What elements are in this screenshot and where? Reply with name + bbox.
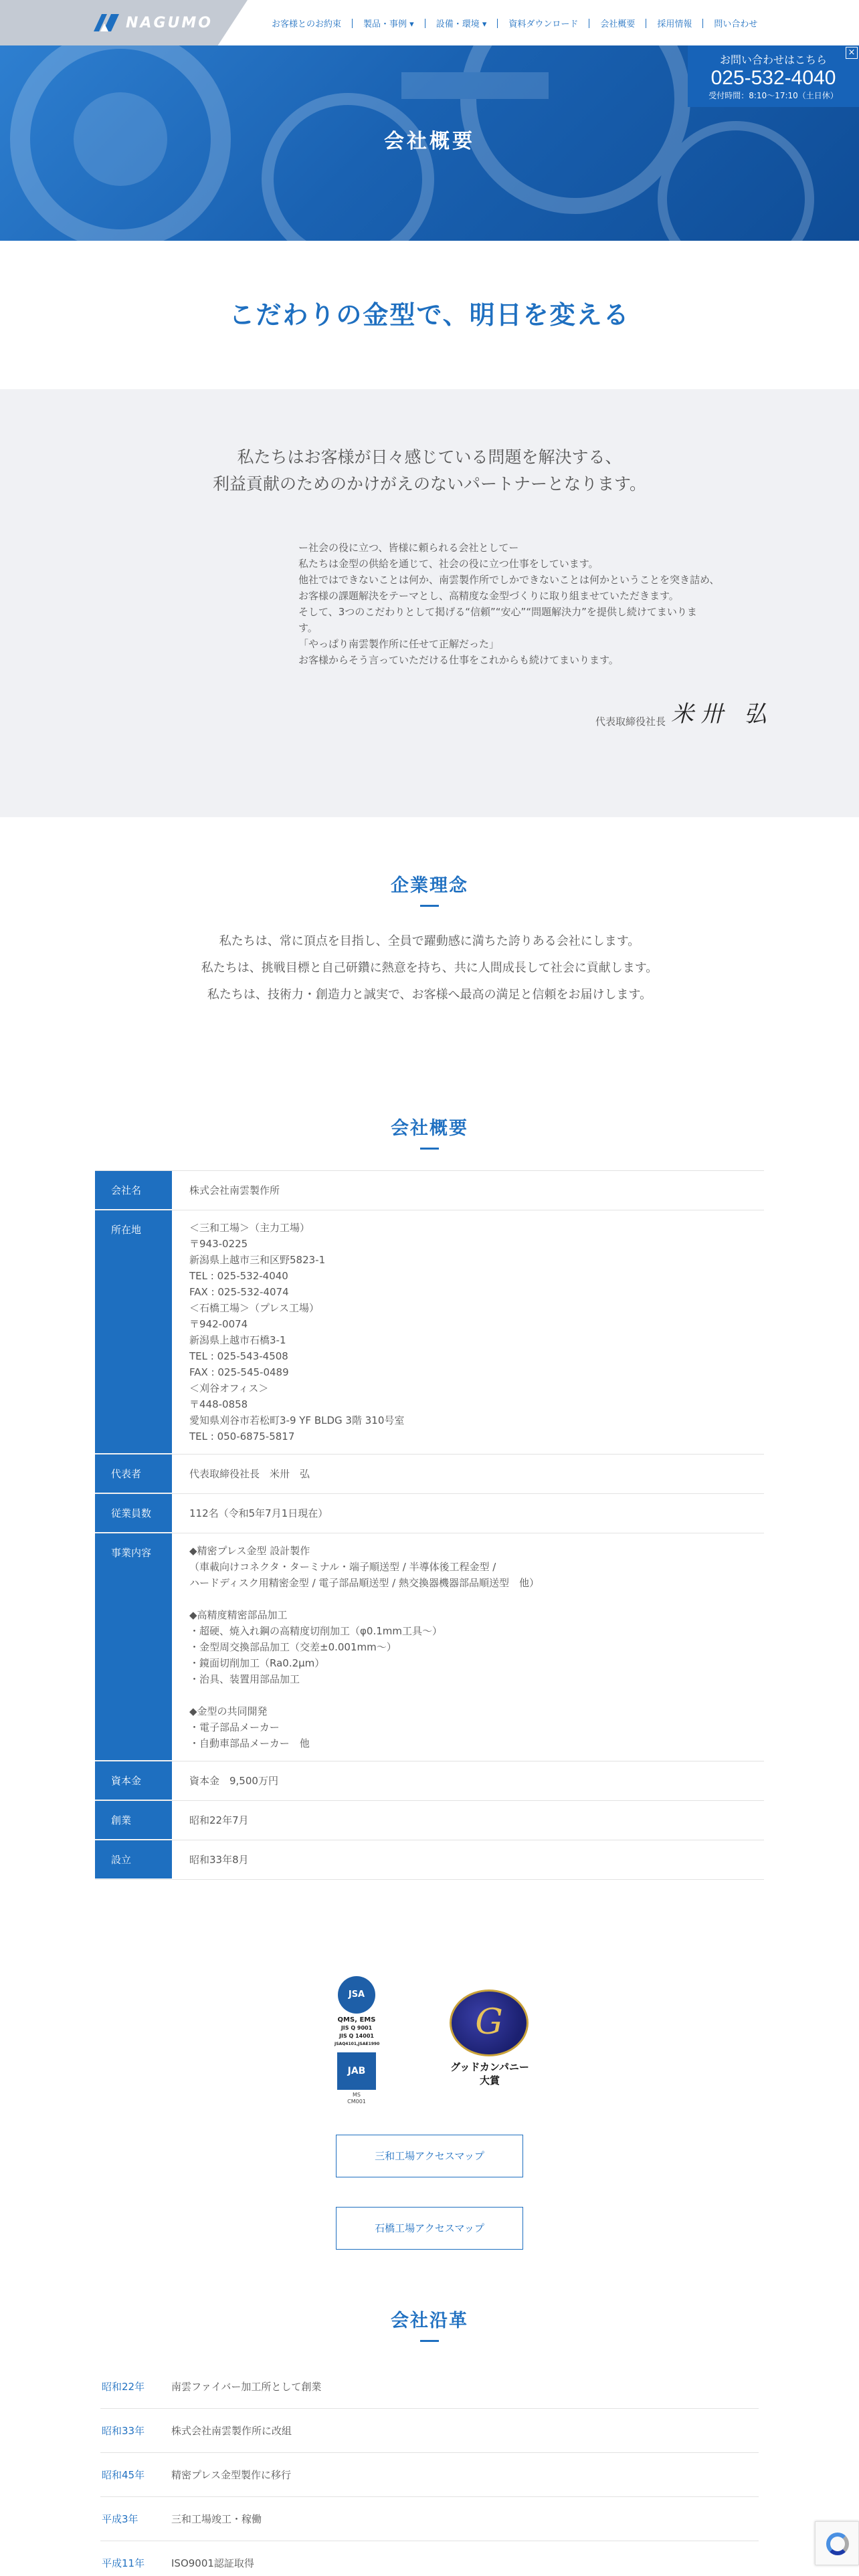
history-row [100, 2409, 759, 2453]
message-lead [0, 444, 859, 498]
message-line: お客様の課題解決をテーマとし、高精度な金型づくりに取り組ませていただきます。 [298, 590, 679, 602]
jab-text-line: CM001 [347, 2099, 366, 2105]
philosophy-text [0, 928, 859, 1008]
history-title: 会社沿革 [0, 2306, 859, 2342]
contact-box[interactable] [688, 45, 859, 107]
history-row [100, 2365, 759, 2409]
table-row [95, 1801, 764, 1840]
global-nav [261, 17, 768, 29]
message-body [298, 540, 753, 668]
recaptcha-badge[interactable] [815, 2521, 859, 2565]
message-lead-line: 利益貢献のためのかけがえのないパートナーとなります。 [212, 474, 646, 494]
good-company-label-line: グッドカンパニー [450, 2061, 529, 2073]
philosophy-title: 企業理念 [0, 871, 859, 907]
history-row [100, 2453, 759, 2497]
page-title: 会社概要 [384, 130, 475, 153]
row-value: ＜三和工場＞（主力工場） 〒943-0225 新潟県上越市三和区野5823-1 TEL : 025-532-4040 FAX : 025-532-4074 ＜石橋工場＞（プレス工場） 〒942-0074 新潟県上越市石橋3-1 TEL : 025-543-4508 FAX : 025-545-0489 ＜刈谷オフィス＞ 〒448-0858 愛知県刈谷市若松町3-9 YF BLDG 3階 310号室 TEL : 050-6875-5817 [189, 1222, 405, 1442]
philosophy-line: 私たちは、技術力・創造力と誠実で、お客様へ最高の満足と信頼をお届けします。 [207, 988, 652, 1002]
history-year: 平成3年 [102, 2513, 138, 2525]
nagumo-logo-icon [94, 14, 119, 31]
philosophy-line: 私たちは、挑戦目標と自己研鑽に熱意を持ち、共に人間成長して社会に貢献します。 [201, 961, 658, 975]
good-company-label [450, 2060, 530, 2087]
row-value: 資本金 9,500万円 [189, 1775, 278, 1787]
row-label: 所在地 [95, 1210, 172, 1454]
jab-text [335, 2092, 379, 2105]
history-year: 平成11年 [102, 2557, 145, 2569]
row-value: 112名（令和5年7月1日現在） [189, 1507, 328, 1519]
nav-download[interactable]: 資料ダウンロード [508, 19, 579, 29]
nav-company[interactable]: 会社概要 [600, 19, 636, 29]
message-line: 「やっぱり南雲製作所に任せて正解だった」 [298, 638, 500, 650]
row-value: 昭和22年7月 [189, 1814, 249, 1826]
history-year: 昭和22年 [102, 2381, 145, 2393]
history-event: 南雲ファイバー加工所として創業 [171, 2381, 322, 2393]
history-event: 精密プレス金型製作に移行 [171, 2469, 291, 2481]
sanwa-map-button[interactable]: 三和工場アクセスマップ [336, 2135, 523, 2177]
nav-promise[interactable]: お客様とのお約束 [272, 19, 342, 29]
president-message [0, 389, 859, 817]
nav-recruit[interactable]: 採用情報 [657, 19, 692, 29]
table-row [95, 1455, 764, 1494]
contact-label: お問い合わせはこちら [719, 53, 827, 66]
certifications [0, 1976, 859, 2110]
close-icon[interactable]: × [846, 47, 858, 59]
message-line: ー社会の役に立つ、皆様に頼られる会社としてー [298, 542, 519, 554]
message-line: 私たちは金型の供給を通じて、社会の役に立つ仕事をしています。 [298, 558, 599, 570]
table-row [95, 1761, 764, 1801]
good-company-award-logo [450, 1990, 530, 2087]
jsa-icon: JSA [338, 1976, 375, 2014]
jab-icon: JAB [337, 2052, 376, 2090]
row-value: 代表取締役社長 米卅 弘 [189, 1468, 310, 1480]
jsa-text-line: QMS, EMS [337, 2016, 376, 2024]
good-company-icon: G [450, 1990, 529, 2056]
nav-contact[interactable]: 問い合わせ [714, 19, 758, 29]
logo-text: NAGUMO [126, 14, 213, 31]
ishibashi-map-button[interactable]: 石橋工場アクセスマップ [336, 2207, 523, 2250]
row-label: 従業員数 [95, 1494, 172, 1533]
row-label: 会社名 [95, 1171, 172, 1210]
jsa-certification-logo [335, 1976, 379, 2105]
contact-phone[interactable]: 025-532-4040 [710, 67, 836, 89]
table-row [95, 1210, 764, 1455]
table-row [95, 1533, 764, 1761]
recaptcha-icon [826, 2533, 849, 2555]
site-header [0, 0, 859, 45]
table-row [95, 1171, 764, 1210]
nav-products[interactable]: 製品・事例 ▾ [363, 19, 414, 29]
message-line: 他社ではできないことは何か、南雲製作所でしかできないことは何かということを突き詰め、 [298, 574, 720, 586]
site-logo[interactable] [94, 14, 213, 31]
message-line: そして、3つのこだわりとして掲げる“信頼”“安心”“問題解決力”を提供し続けてまいりま [298, 606, 697, 618]
history-event: 株式会社南雲製作所に改組 [171, 2425, 292, 2437]
row-label: 事業内容 [95, 1533, 172, 1761]
philosophy-line: 私たちは、常に頂点を目指し、全員で躍動感に満ちた誇りある会社にします。 [219, 934, 640, 948]
history-year: 昭和33年 [102, 2425, 145, 2437]
signature-title: 代表取締役社長 [595, 716, 666, 728]
company-table [95, 1170, 764, 1880]
nav-facilities[interactable]: 設備・環境 ▾ [436, 19, 487, 29]
contact-hours: 受付時間：8:10〜17:10（土日休） [708, 91, 838, 100]
row-label: 設立 [95, 1840, 172, 1879]
row-value: ◆精密プレス金型 設計製作 （車載向けコネクタ・ターミナル・端子順送型 / 半導体後工程金型 / ハードディスク用精密金型 / 電子部品順送型 / 熱交換器機器部品順送型 他） ◆高精度精密部品加工 ・超硬、焼入れ鋼の高精度切削加工（φ0.1mm工具〜） ・金型周交換部品加工（交差±0.001mm〜） ・鏡面切削加工（Ra0.2μm） ・治具、装置用部品加工 ◆金型の共同開発 ・電子部品メーカー ・自動車部品メーカー 他 [189, 1545, 539, 1749]
company-overview-title: 会社概要 [0, 1113, 859, 1150]
signature-block [595, 695, 773, 728]
history-event: 三和工場竣工・稼働 [171, 2513, 262, 2525]
message-line: お客様からそう言っていただける仕事をこれからも続けてまいります。 [298, 654, 619, 666]
message-line: す。 [298, 622, 318, 634]
history-row [100, 2541, 759, 2576]
catch-copy: こだわりの金型で、明日を変える [229, 300, 630, 330]
jab-text-line: MS [353, 2092, 361, 2098]
jsa-text [335, 2016, 379, 2048]
row-label: 代表者 [95, 1455, 172, 1493]
row-label: 創業 [95, 1801, 172, 1840]
table-row [95, 1840, 764, 1880]
jsa-text-line: JIS Q 14001 [339, 2033, 374, 2039]
history-row [100, 2497, 759, 2541]
row-value: 株式会社南雲製作所 [189, 1184, 280, 1196]
handwritten-signature: 米卅 弘 [671, 701, 773, 728]
row-label: 資本金 [95, 1761, 172, 1800]
row-value: 昭和33年8月 [189, 1854, 249, 1866]
history-year: 昭和45年 [102, 2469, 145, 2481]
message-lead-line: 私たちはお客様が日々感じている問題を解決する、 [237, 447, 622, 467]
history-event: ISO9001認証取得 [171, 2557, 254, 2569]
good-company-label-line: 大賞 [479, 2074, 500, 2086]
history-list [100, 2365, 759, 2576]
table-row [95, 1494, 764, 1533]
jsa-text-line: JSAQ4101,JSAE1990 [335, 2042, 380, 2046]
jsa-text-line: JIS Q 9001 [341, 2025, 373, 2031]
